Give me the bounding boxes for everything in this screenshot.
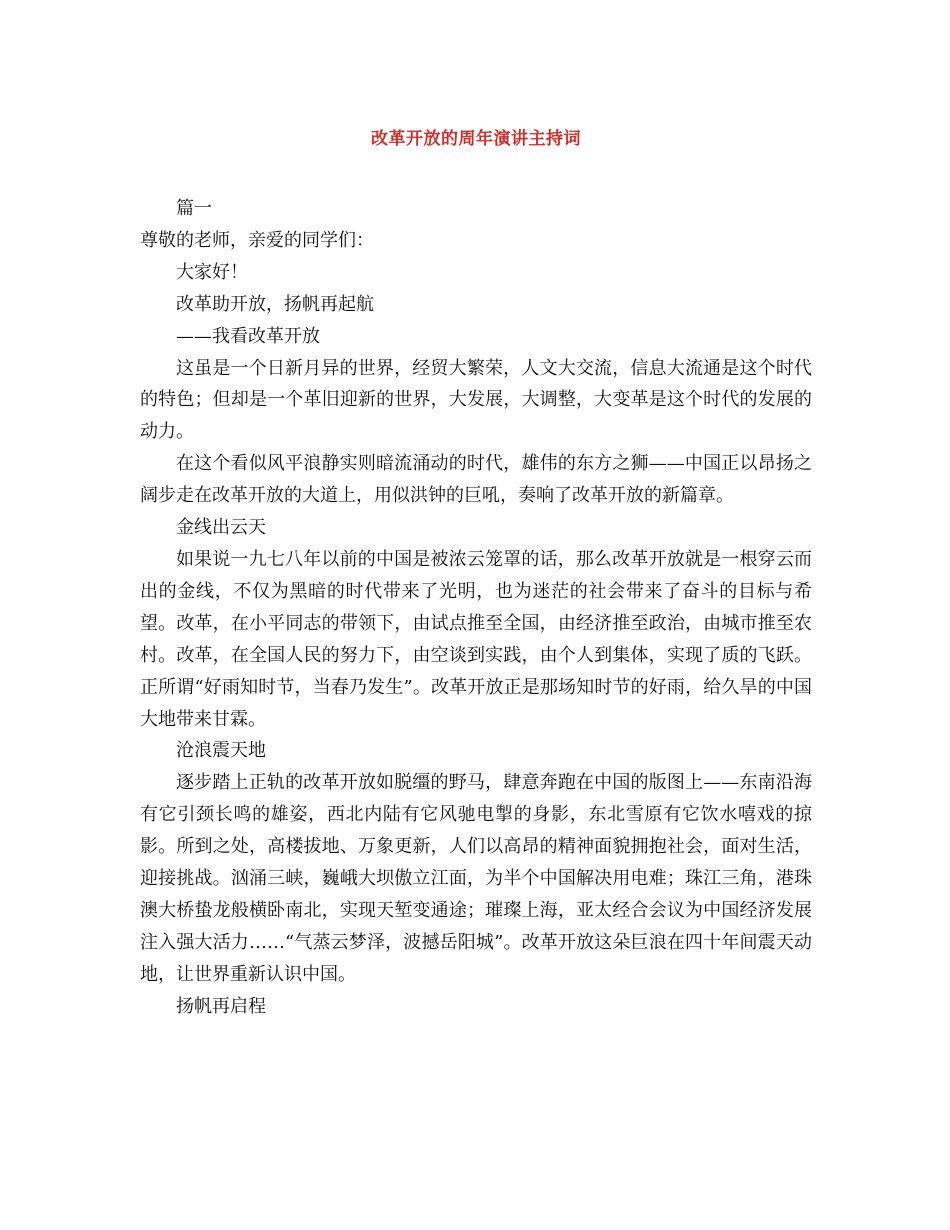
document-body	[140, 193, 812, 1023]
speech-subtitle: ——我看改革开放	[176, 325, 320, 347]
salutation: 尊敬的老师，亲爱的同学们：	[140, 229, 374, 251]
section-heading: 沧浪震天地	[176, 740, 266, 762]
body-paragraph: 这虽是一个日新月异的世界，经贸大繁荣，人文大交流，信息大流通是这个时代的特色；但却是一个革旧迎新的世界，大发展，大调整，大变革是这个时代的发展的动力。	[140, 357, 812, 443]
section-heading: 金线出云天	[176, 517, 266, 539]
speech-title: 改革助开放，扬帆再起航	[176, 293, 374, 315]
body-paragraph: 在这个看似风平浪静实则暗流涌动的时代，雄伟的东方之狮——中国正以昂扬之阔步走在改革开放的大道上，用似洪钟的巨吼，奏响了改革开放的新篇章。	[140, 453, 812, 507]
body-paragraph: 如果说一九七八年以前的中国是被浓云笼罩的话，那么改革开放就是一根穿云而出的金线，不仅为黑暗的时代带来了光明，也为迷茫的社会带来了奋斗的目标与希望。改革，在小平同志的带领下，由试点推至全国，由经济推至政治，由城市推至农村。改革，在全国人民的努力下，由空谈到实践，由个人到集体，实现了质的飞跃。正所谓“好雨知时节，当春乃发生”。改革开放正是那场知时节的好雨，给久旱的中国大地带来甘霖。	[140, 548, 812, 730]
section-label: 篇一	[176, 198, 212, 219]
greeting: 大家好！	[176, 261, 248, 283]
section-heading: 扬帆再启程	[176, 995, 266, 1017]
body-paragraph: 逐步踏上正轨的改革开放如脱缰的野马，肆意奔跑在中国的版图上——东南沿海有它引颈长鸣的雄姿，西北内陆有它风驰电掣的身影，东北雪原有它饮水嘻戏的掠影。所到之处，高楼拔地、万象更新，人们以高昂的精神面貌拥抱社会，面对生活，迎接挑战。汹涌三峡，巍峨大坝傲立江面，为半个中国解决用电难；珠江三角，港珠澳大桥蛰龙般横卧南北，实现天堑变通途；璀璨上海，亚太经合会议为中国经济发展注入强大活力……“气蒸云梦泽，波撼岳阳城”。改革开放这朵巨浪在四十年间震天动地，让世界重新认识中国。	[140, 772, 812, 985]
document-title: 改革开放的周年演讲主持词	[371, 129, 581, 149]
